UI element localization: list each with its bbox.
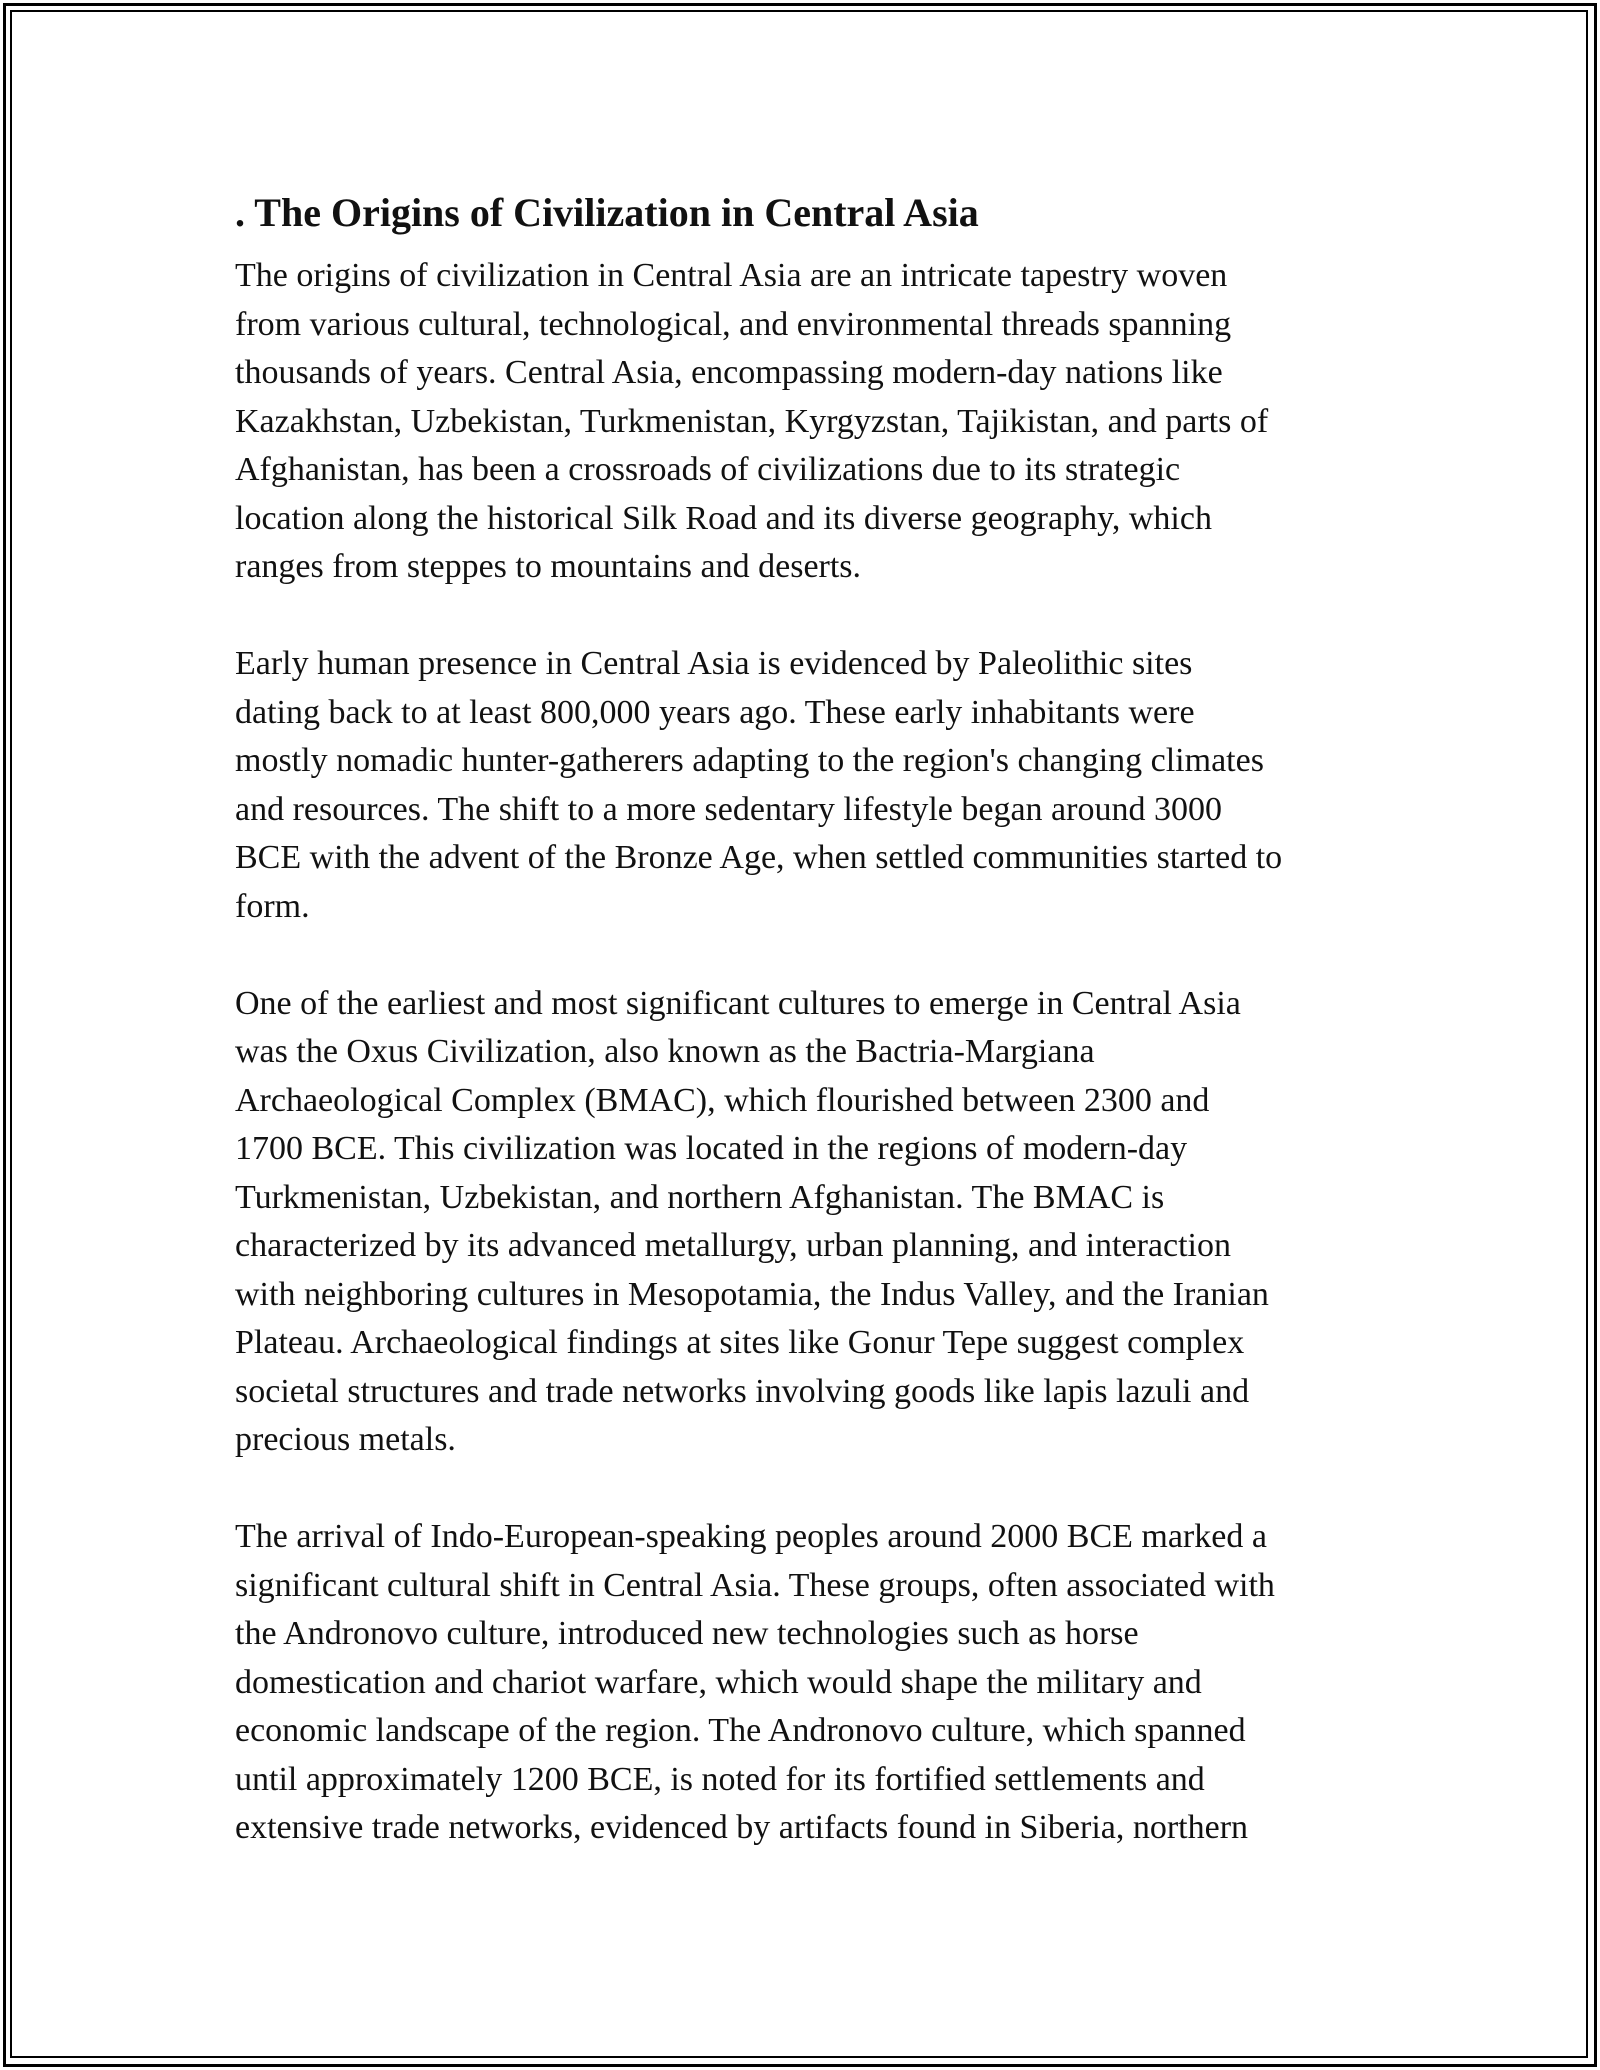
paragraph-3: One of the earliest and most significant cultures to emerge in Central Asia was the Oxus Civilization, also known as the Bactria-Margiana Archaeological Complex (BMAC), which flourished between 2300 and 1700 BCE. This civilization was located in the regions of modern-day Turkmenistan, Uzbekistan, and northern Afghanistan. The BMAC is characterized by its advanced metallurgy, urban planning, and interaction with neighboring cultures in Mesopotamia, the Indus Valley, and the Iranian Plateau. Archaeological findings at sites like Gonur Tepe suggest complex societal structures and trade networks involving goods like lapis lazuli and precious metals. (235, 984, 1269, 1458)
paragraph-1: The origins of civilization in Central Asia are an intricate tapestry woven from various cultural, technological, and environmental threads spanning thousands of years. Central Asia, encompassing modern-day nations like Kazakhstan, Uzbekistan, Turkmenistan, Kyrgyzstan, Tajikistan, and parts of Afghanistan, has been a crossroads of civilizations due to its strategic location along the historical Silk Road and its diverse geography, which ranges from steppes to mountains and deserts. (235, 257, 1269, 585)
section-heading: . The Origins of Civilization in Central Asia (235, 190, 979, 235)
paragraph-4: The arrival of Indo-European-speaking peoples around 2000 BCE marked a significant cultural shift in Central Asia. These groups, often associated with the Andronovo culture, introduced new technologies such as horse domestication and chariot warfare, which would shape the military and economic landscape of the region. The Andronovo culture, which spanned until approximately 1200 BCE, is noted for its fortified settlements and extensive trade networks, evidenced by artifacts found in Siberia, northern (235, 1518, 1275, 1846)
paragraph-2: Early human presence in Central Asia is evidenced by Paleolithic sites dating back to at least 800,000 years ago. These early inhabitants were mostly nomadic hunter-gatherers adapting to the region's changing climates and resources. The shift to a more sedentary lifestyle began around 3000 BCE with the advent of the Bronze Age, when settled communities started to form. (235, 645, 1283, 925)
document-body (235, 180, 1395, 1901)
